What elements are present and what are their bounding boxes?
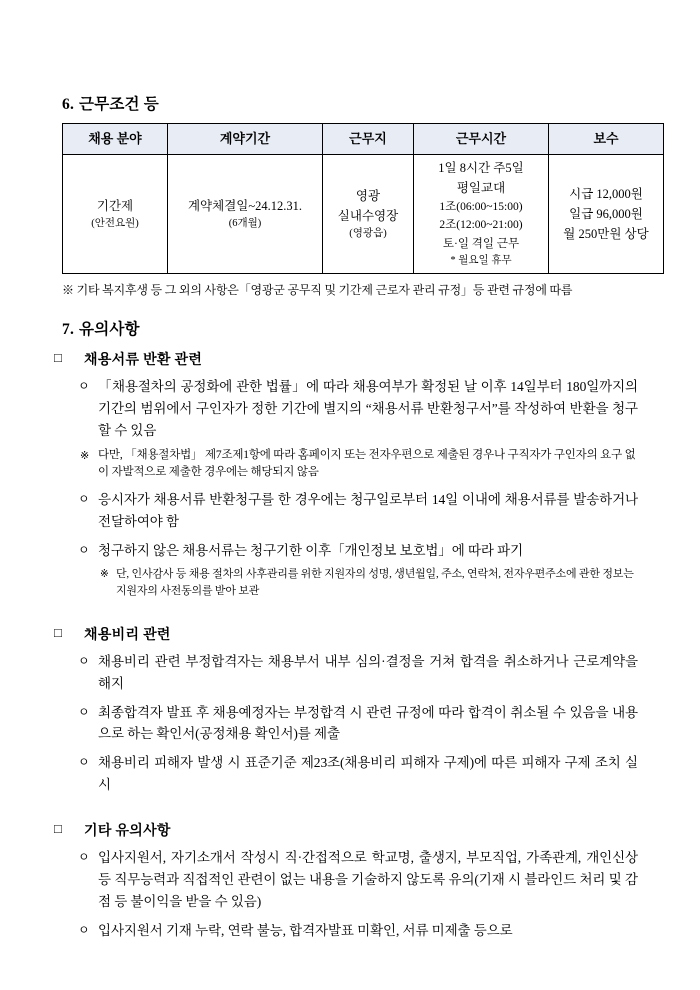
checkbox-icon: □ xyxy=(54,821,63,836)
cell-place-line3: (영광읍) xyxy=(349,227,387,239)
section-number-6: 6. xyxy=(62,96,75,113)
cell-place-line2: 실내수영장 xyxy=(337,208,399,223)
list-item xyxy=(62,847,638,913)
circle-bullet-icon: ㅇ xyxy=(78,704,90,719)
notice-group-heading xyxy=(54,624,638,644)
section-title-6: 근무조건 등 xyxy=(79,96,159,113)
list-item-note-text: 다만, 「채용절차법」 제7조제1항에 따라 홈페이지 또는 전자우편으로 제출된 경우나 구직자가 구인자의 요구 없이 자발적으로 제출한 경우에는 해당되지 않음 xyxy=(98,448,636,479)
circle-bullet-icon: ㅇ xyxy=(78,850,90,864)
cell-place-line1: 영광 xyxy=(355,188,381,203)
circle-bullet-icon: ㅇ xyxy=(78,542,90,557)
cell-place xyxy=(323,155,414,274)
table-header-pay: 보수 xyxy=(549,124,664,155)
list-item-subnote-text: 단, 인사감사 등 채용 절차의 사후관리를 위한 지원자의 성명, 생년월일, 주소, 연락처, 전자우편주소에 관한 정보는 지원자의 사전동의를 받아 보관 xyxy=(116,567,634,597)
list-item-subnote xyxy=(62,566,638,600)
notice-group-label: 채용비리 관련 xyxy=(84,627,171,643)
cell-field-main: 기간제 xyxy=(96,198,134,213)
list-item xyxy=(62,702,638,746)
circle-bullet-icon: ㅇ xyxy=(78,653,90,668)
table-header-period: 계약기간 xyxy=(168,124,323,155)
section-title-7: 유의사항 xyxy=(79,320,140,338)
cell-time-line4: 2조(12:00~21:00) xyxy=(439,219,523,232)
list-item xyxy=(62,489,638,533)
notice-group-label: 채용서류 반환 관련 xyxy=(84,352,203,368)
list-item-text: 「채용절차의 공정화에 관한 법률」에 따라 채용여부가 확정된 날 이후 14일부터 180일까지의 기간의 범위에서 구인자가 정한 기간에 별지의 “채용서류 반환청구서”를 작성하여 반환을 청구할 수 있음 xyxy=(98,378,638,438)
table-header-time: 근무시간 xyxy=(414,124,549,155)
cell-pay-line3: 월 250만원 상당 xyxy=(563,226,649,241)
list-item xyxy=(62,920,638,942)
list-item-text: 채용비리 피해자 발생 시 표준기준 제23조(채용비리 피해자 구제)에 따른 피해자 구제 조치 실시 xyxy=(98,755,638,793)
asterisk-icon: ※ xyxy=(100,568,109,580)
section-number-7: 7. xyxy=(62,320,75,338)
cell-field xyxy=(63,155,168,274)
notice-group-heading xyxy=(54,820,638,840)
table-footnote: ※ 기타 복지후생 등 그 외의 사항은「영광군 공무직 및 기간제 근로자 관리 규정」등 관련 규정에 따름 xyxy=(62,282,573,297)
cell-time-line6: * 월요일 휴무 xyxy=(450,255,512,267)
table-header-field: 채용 분야 xyxy=(63,124,168,155)
list-item-text: 입사지원서 기재 누락, 연락 불능, 합격자발표 미확인, 서류 미제출 등으로 xyxy=(98,922,513,938)
checkbox-icon: □ xyxy=(54,624,63,640)
circle-bullet-icon: ㅇ xyxy=(78,755,90,770)
cell-pay-line2: 일급 96,000원 xyxy=(569,206,643,221)
asterisk-icon: ※ xyxy=(80,449,90,462)
working-conditions-table xyxy=(62,123,664,274)
circle-bullet-icon: ㅇ xyxy=(78,378,90,393)
cell-time-line1: 1일 8시간 주5일 xyxy=(438,161,524,175)
table-header-place: 근무지 xyxy=(323,124,414,155)
list-item-text: 채용비리 관련 부정합격자는 채용부서 내부 심의·결정을 거쳐 합격을 취소하거나 근로계약을 해지 xyxy=(98,653,638,691)
table-row xyxy=(63,155,664,274)
cell-period-main: 계약체결일~24.12.31. xyxy=(187,198,302,213)
document-content xyxy=(54,92,649,953)
notice-group-document-return xyxy=(54,349,638,600)
list-item-text: 응시자가 채용서류 반환청구를 한 경우에는 청구일로부터 14일 이내에 채용서류를 발송하거나 전달하여야 함 xyxy=(98,492,638,530)
cell-period-sub: (6개월) xyxy=(228,217,262,229)
cell-time-line2: 평일교대 xyxy=(456,181,506,195)
cell-time-line5: 토·일 격일 근무 xyxy=(442,237,520,250)
cell-field-sub: (안전요원) xyxy=(91,217,139,229)
section-heading-7 xyxy=(62,317,638,339)
list-item-text: 입사지원서, 자기소개서 작성시 직·간접적으로 학교명, 출생지, 부모직업, 가족관계, 개인신상 등 직무능력과 직접적인 관련이 없는 내용을 기술하지 않도록 유의(기재 시 블라인드 처리 및 감점 등 불이익을 받을 수 있음) xyxy=(98,850,638,909)
notice-group-label: 기타 유의사항 xyxy=(84,824,171,839)
cell-time-line3: 1조(06:00~15:00) xyxy=(439,201,523,213)
table-header-row xyxy=(63,124,664,155)
cell-pay xyxy=(549,155,664,274)
list-item-note xyxy=(62,447,638,483)
cell-pay-line1: 시급 12,000원 xyxy=(569,186,643,201)
notice-group-other xyxy=(54,820,638,941)
notice-group-corruption xyxy=(54,624,638,796)
list-item xyxy=(62,540,638,562)
list-item-text: 청구하지 않은 채용서류는 청구기한 이후「개인정보 보호법」에 따라 파기 xyxy=(98,542,524,558)
list-item xyxy=(62,651,638,695)
circle-bullet-icon: ㅇ xyxy=(78,922,90,937)
cell-time xyxy=(414,155,549,274)
checkbox-icon: □ xyxy=(54,349,63,365)
list-item-text: 최종합격자 발표 후 채용예정자는 부정합격 시 관련 규정에 따라 합격이 취소될 수 있음을 내용으로 하는 확인서(공정채용 확인서)를 제출 xyxy=(98,704,638,742)
list-item xyxy=(62,376,638,442)
notice-group-heading xyxy=(54,349,638,369)
cell-period xyxy=(168,155,323,274)
section-heading-6 xyxy=(62,92,638,114)
circle-bullet-icon: ㅇ xyxy=(78,492,90,507)
list-item xyxy=(62,752,638,796)
